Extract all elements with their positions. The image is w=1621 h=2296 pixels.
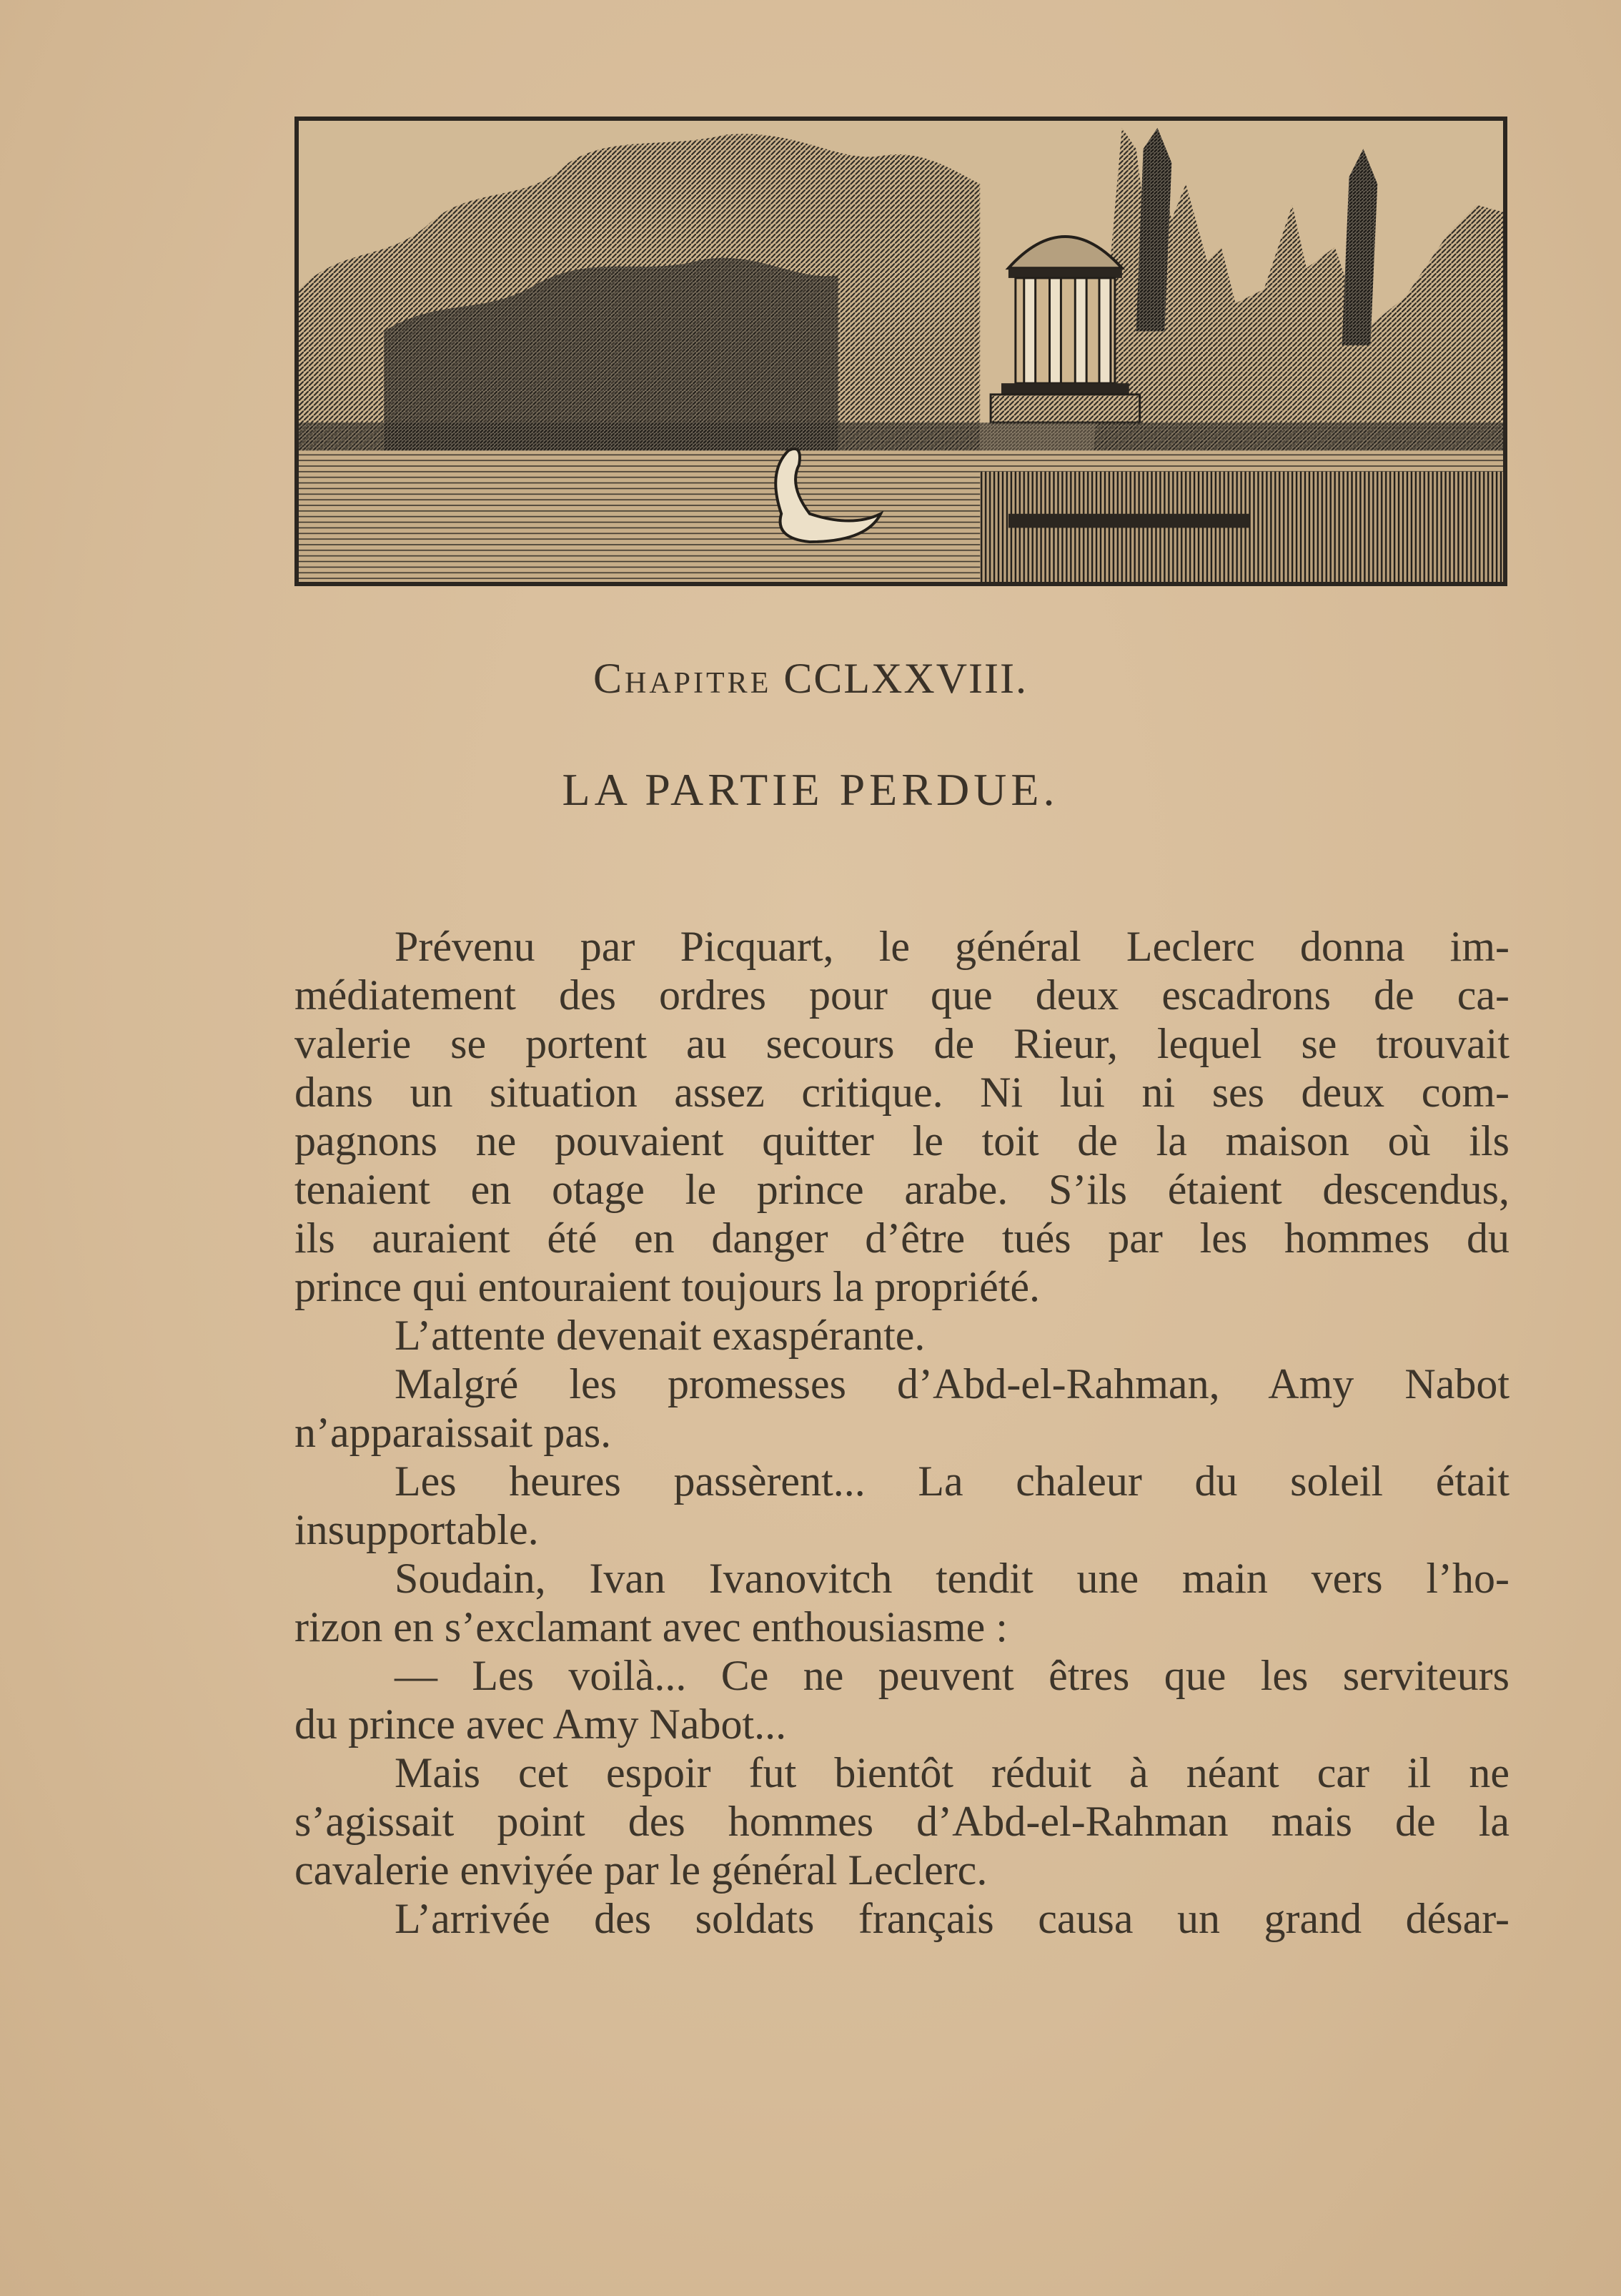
text-line: Les heures passèrent... La chaleur du soleil était xyxy=(395,1458,1510,1505)
text-line: Prévenu par Picquart, le général Leclerc donna im- xyxy=(395,923,1510,970)
text-line: Soudain, Ivan Ivanovitch tendit une main vers l’ho- xyxy=(395,1555,1510,1602)
text-line: — Les voilà... Ce ne peuvent êtres que les serviteurs xyxy=(395,1652,1510,1699)
landscape-engraving-icon xyxy=(299,121,1503,582)
text-line: s’agissait point des hommes d’Abd-el-Rahman mais de la xyxy=(294,1798,1510,1845)
text-line: L’arrivée des soldats français causa un grand désar- xyxy=(395,1895,1510,1942)
engraving-illustration xyxy=(294,117,1507,586)
chapter-heading xyxy=(0,654,1621,703)
text-line: n’apparaissait pas. xyxy=(294,1409,612,1456)
text-line: tenaient en otage le prince arabe. S’ils étaient descendus, xyxy=(294,1166,1510,1213)
text-line: L’attente devenait exaspérante. xyxy=(395,1312,926,1359)
text-line: Malgré les promesses d’Abd-el-Rahman, Amy Nabot xyxy=(395,1360,1510,1407)
text-line: médiatement des ordres pour que deux escadrons de ca- xyxy=(294,971,1510,1019)
chapter-title: LA PARTIE PERDUE. xyxy=(562,764,1059,815)
text-line: valerie se portent au secours de Rieur, lequel se trouvait xyxy=(294,1020,1510,1067)
text-line: rizon en s’exclamant avec enthousiasme : xyxy=(294,1603,1008,1651)
text-line: Mais cet espoir fut bientôt réduit à néant car il ne xyxy=(395,1749,1510,1796)
text-line: ils auraient été en danger d’être tués par les hommes du xyxy=(294,1214,1510,1262)
chapter-word: Chapitre xyxy=(593,655,772,702)
chapter-number: CCLXXVIII. xyxy=(783,655,1028,702)
text-line: du prince avec Amy Nabot... xyxy=(294,1701,787,1748)
body-text xyxy=(294,922,1510,1943)
text-line: dans un situation assez critique. Ni lui ni ses deux com- xyxy=(294,1069,1510,1116)
text-line: pagnons ne pouvaient quitter le toit de la maison où ils xyxy=(294,1117,1510,1164)
text-line: prince qui entouraient toujours la propriété. xyxy=(294,1263,1040,1310)
text-line: insupportable. xyxy=(294,1506,539,1553)
text-line: cavalerie enviyée par le général Leclerc. xyxy=(294,1846,988,1894)
